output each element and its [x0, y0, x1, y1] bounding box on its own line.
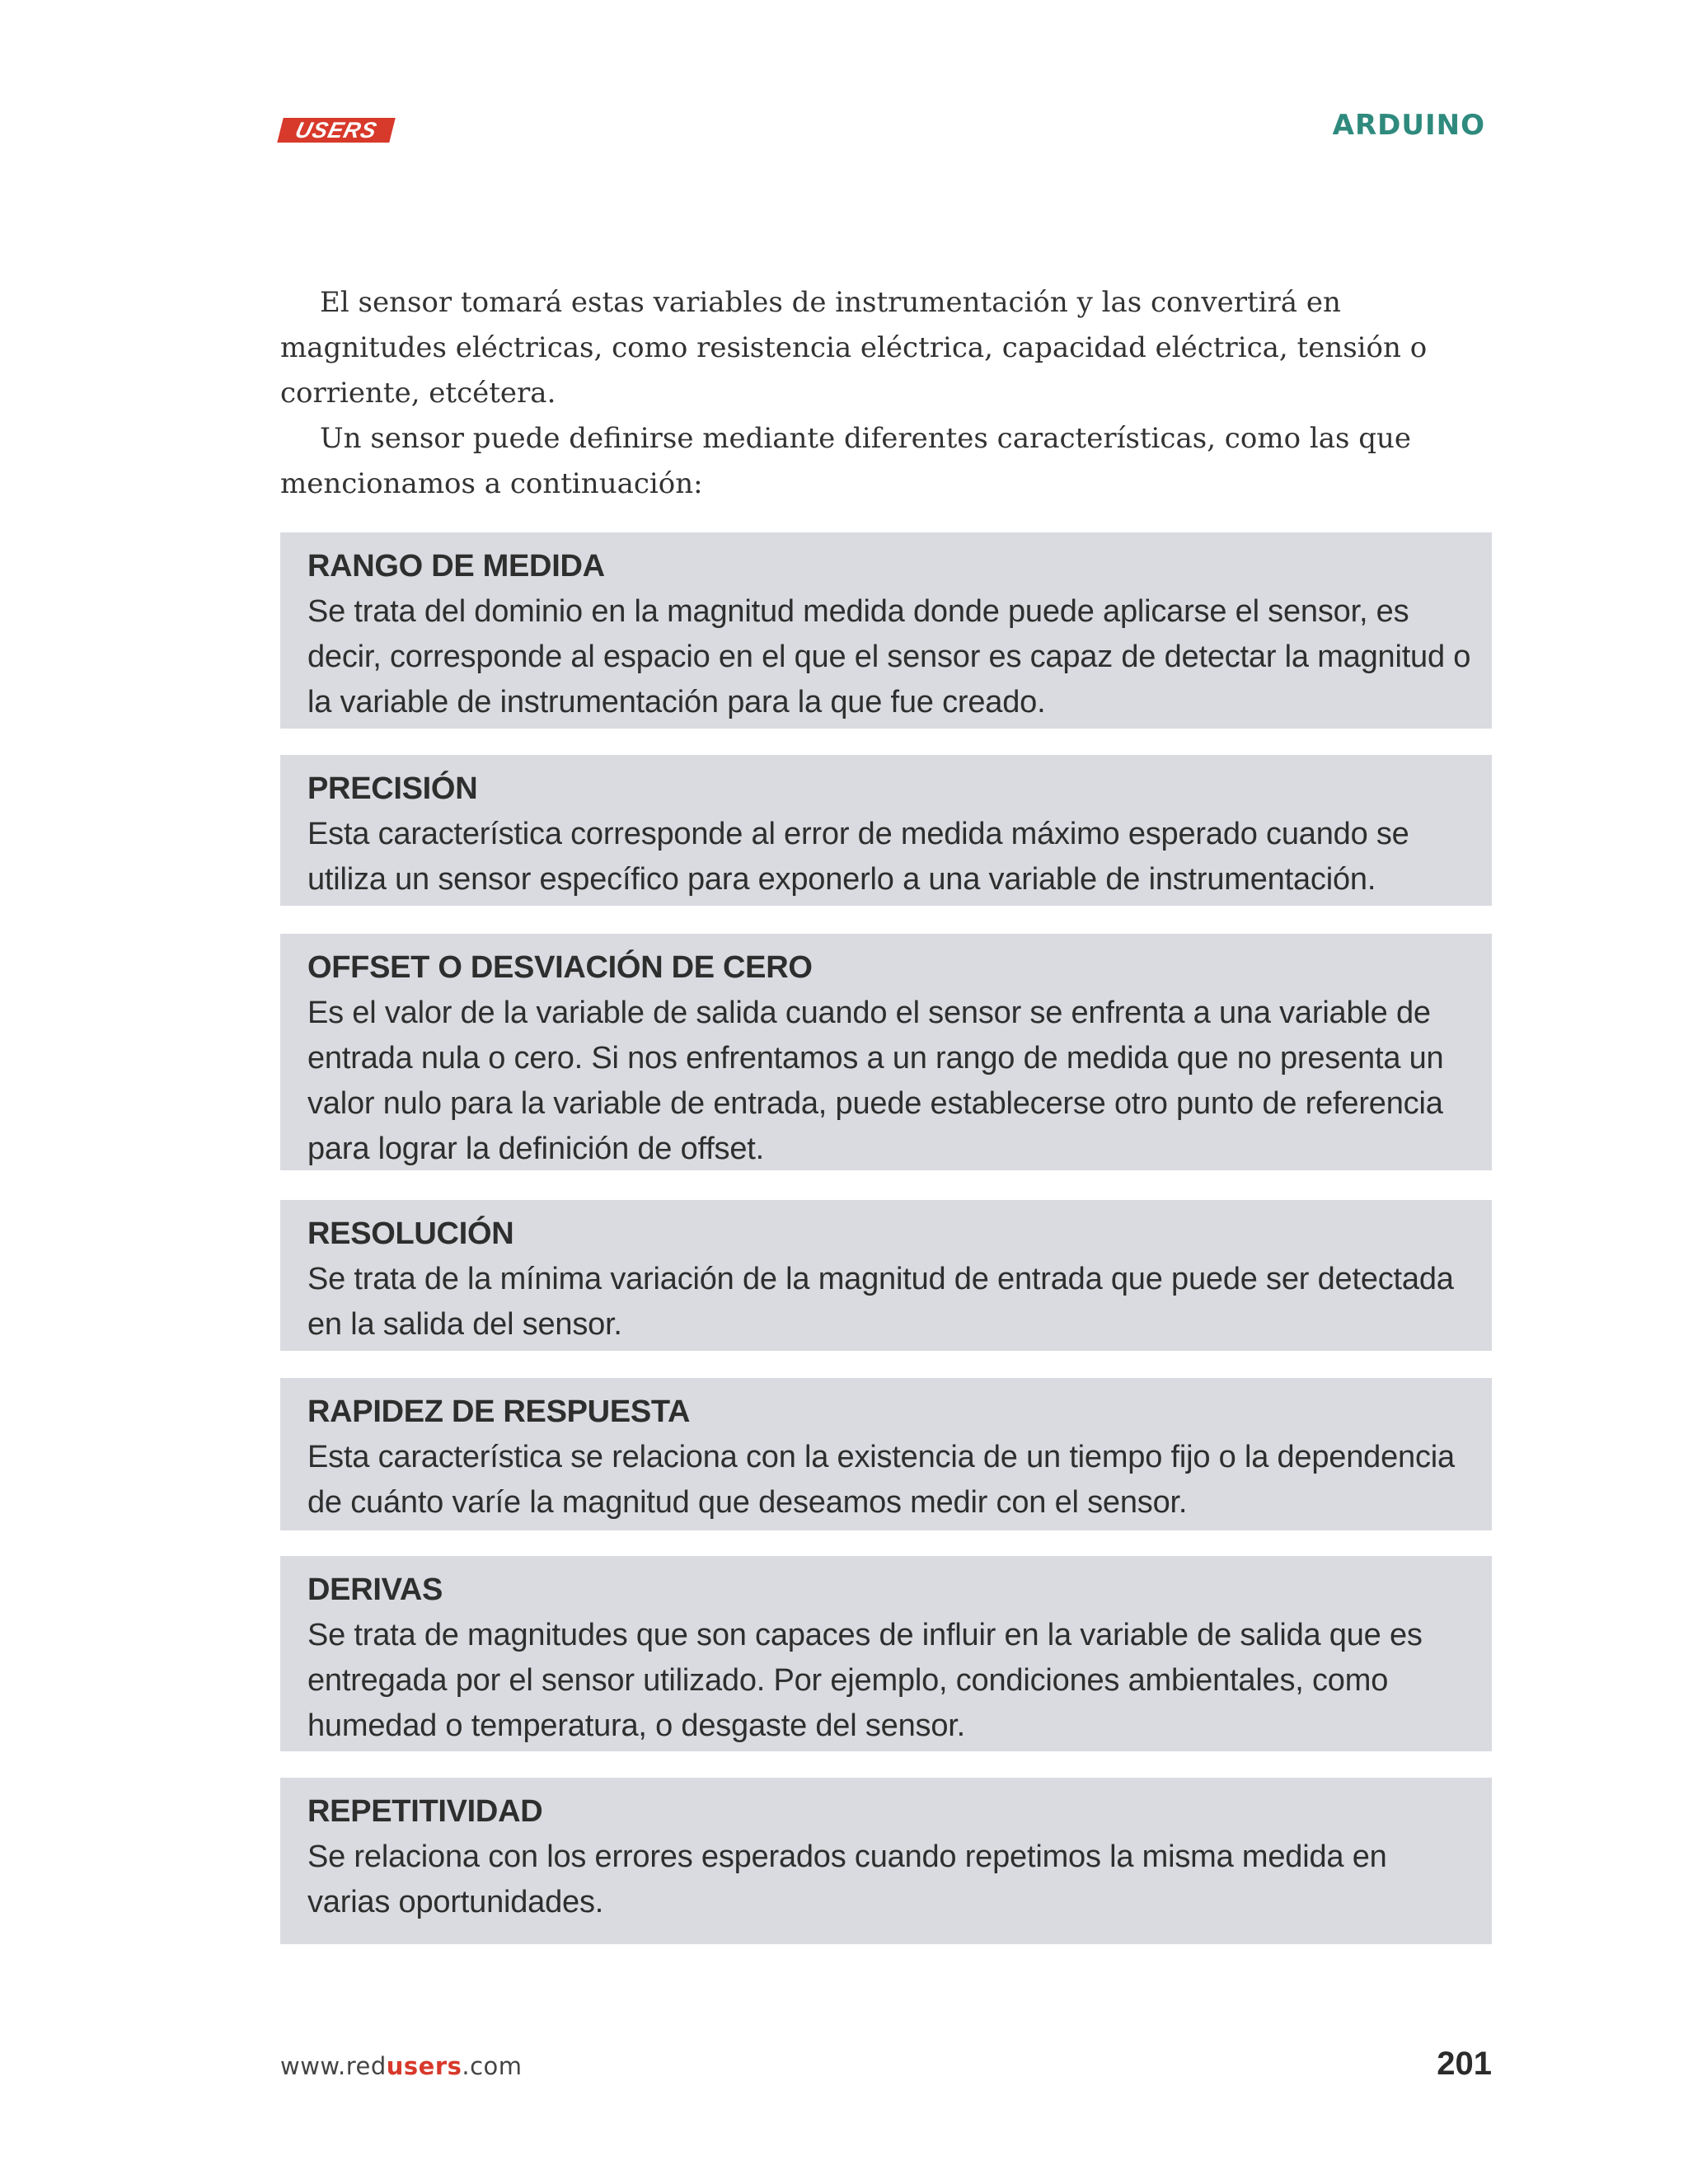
- characteristic-box: [280, 755, 1492, 906]
- url-suffix: .com: [462, 2052, 523, 2080]
- section-title: ARDUINO: [1332, 109, 1485, 142]
- characteristic-description: Esta característica se relaciona con la existencia de un tiempo fijo o la dependencia de cuánto varíe la magnitud que deseamos medir con el sensor.: [307, 1440, 1455, 1520]
- characteristic-description: Se trata de magnitudes que son capaces de influir en la variable de salida que es entregada por el sensor utilizado. Por ejemplo, condiciones ambientales, como humedad o temperatura, o desgaste del sensor.: [307, 1618, 1423, 1743]
- characteristic-description: Se trata de la mínima variación de la magnitud de entrada que puede ser detectada en la salida del sensor.: [307, 1262, 1454, 1342]
- characteristic-box: [280, 1200, 1492, 1351]
- intro-paragraph: Un sensor puede definirse mediante diferentes características, como las que mencionamos a continuación:: [280, 422, 1412, 500]
- characteristic-box: [280, 1778, 1492, 1944]
- intro-paragraph: El sensor tomará estas variables de instrumentación y las convertirá en magnitudes eléctricas, como resistencia eléctrica, capacidad eléctrica, tensión o corriente, etcétera.: [280, 286, 1428, 410]
- characteristic-description: Esta característica corresponde al error de medida máximo esperado cuando se utiliza un sensor específico para exponerlo a una variable de instrumentación.: [307, 817, 1409, 897]
- characteristic-box: [280, 532, 1492, 729]
- characteristic-box: [280, 1556, 1492, 1751]
- characteristic-description: Es el valor de la variable de salida cuando el sensor se enfrenta a una variable de entrada nula o cero. Si nos enfrentamos a un rango de medida que no presenta un valor nulo para la variable de entrada, puede establecerse otro punto de referencia para lograr la definición de offset.: [307, 996, 1444, 1166]
- characteristic-term: PRECISIÓN: [307, 771, 478, 806]
- characteristic-box: [280, 1378, 1492, 1530]
- logo-text: USERS: [293, 118, 380, 143]
- intro-text: [280, 280, 1492, 507]
- page-number: 201: [1437, 2046, 1492, 2082]
- characteristic-term: RAPIDEZ DE RESPUESTA: [307, 1394, 691, 1429]
- characteristic-term: RANGO DE MEDIDA: [307, 549, 605, 583]
- characteristic-term: REPETITIVIDAD: [307, 1794, 543, 1829]
- characteristic-box: [280, 934, 1492, 1170]
- characteristic-term: OFFSET O DESVIACIÓN DE CERO: [307, 950, 813, 985]
- characteristic-term: RESOLUCIÓN: [307, 1216, 514, 1251]
- characteristic-description: Se trata del dominio en la magnitud medida donde puede aplicarse el sensor, es decir, corresponde al espacio en el que el sensor es capaz de detectar la magnitud o la variable de instrumentación para la que fue creado.: [307, 594, 1471, 719]
- characteristic-description: Se relaciona con los errores esperados cuando repetimos la misma medida en varias oportunidades.: [307, 1840, 1387, 1919]
- footer-url[interactable]: [280, 2052, 523, 2080]
- url-highlight: users: [386, 2052, 462, 2080]
- url-prefix: www.red: [280, 2052, 387, 2080]
- characteristic-term: DERIVAS: [307, 1572, 443, 1607]
- users-logo: [277, 118, 395, 143]
